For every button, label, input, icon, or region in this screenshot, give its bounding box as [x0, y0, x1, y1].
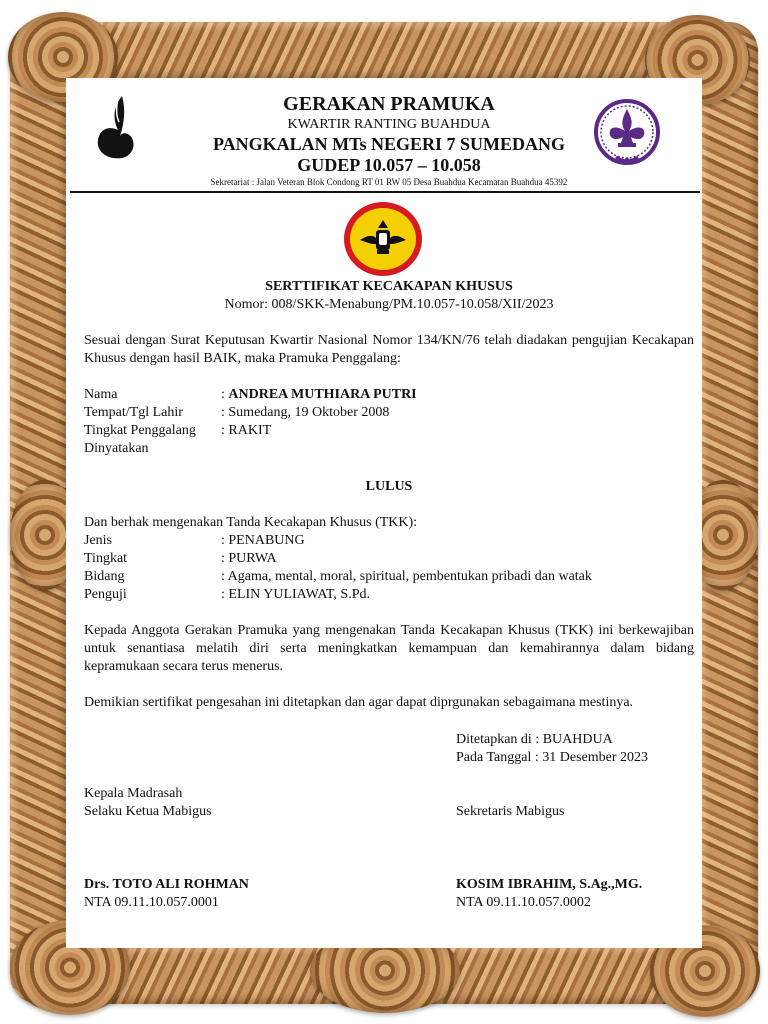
tkk-row-penguji [84, 586, 694, 604]
closing-paragraph: Demikian sertifikat pengesahan ini ditetapkan dan agar dapat diprgunakan sebagaimana mestinya. [84, 695, 634, 710]
sekretariat-address: Sekretariat : Jalan Veteran Blok Condong RT 01 RW 05 Desa Buahdua Kecamatan Buahdua 45392 [210, 177, 568, 187]
ditetapkan-di: Ditetapkan di : BUAHDUA [456, 732, 613, 747]
left-signer-nta: NTA 09.11.10.057.0001 [84, 895, 219, 910]
pangkalan-name: PANGKALAN MTs NEGERI 7 SUMEDANG [212, 134, 566, 154]
tkk-row-tingkat [84, 550, 694, 568]
gudep-number: GUDEP 10.057 – 10.058 [297, 155, 481, 175]
jenis-value: : PENABUNG [221, 533, 305, 548]
tingkat-value: : PURWA [221, 551, 277, 566]
obligation-paragraph: Kepada Anggota Gerakan Pramuka yang mengenakan Tanda Kecakapan Khusus (TKK) ini berkewajiban untuk senantiasa melatih diri serta meningkatkan kemampuan dan kemahirannya dalam bidang kepramukaan secara terus menerus. [84, 623, 694, 674]
pada-tanggal: Pada Tanggal : 31 Desember 2023 [456, 750, 648, 765]
kwartir-name: KWARTIR RANTING BUAHDUA [287, 117, 491, 132]
left-signer-title-1: Kepala Madrasah [84, 786, 183, 801]
penguji-value: : ELIN YULIAWAT, S.Pd. [221, 587, 370, 602]
identity-name-row [84, 386, 694, 404]
jenis-label: Jenis [84, 533, 112, 548]
ttl-value: : Sumedang, 19 Oktober 2008 [221, 405, 390, 420]
name-colon: : [221, 387, 229, 402]
left-signer-name: Drs. TOTO ALI ROHMAN [84, 877, 249, 892]
bidang-value: : Agama, mental, moral, spiritual, pembentukan pribadi dan watak [221, 569, 592, 584]
ttl-label: Tempat/Tgl Lahir [84, 405, 183, 420]
certificate-number: Nomor: 008/SKK-Menabung/PM.10.057-10.058/XII/2023 [224, 297, 554, 312]
tunas-kelapa-icon [92, 92, 142, 164]
left-signer-title-2: Selaku Ketua Mabigus [84, 804, 212, 819]
identity-ttl-row [84, 404, 694, 422]
tingkat-label: Tingkat [84, 551, 128, 566]
tingkat-penggalang-value: : RAKIT [221, 423, 272, 438]
penguji-label: Penguji [84, 587, 127, 602]
right-signer-name: KOSIM IBRAHIM, S.Ag.,MG. [456, 877, 643, 892]
rope-top [20, 22, 748, 80]
name-value [221, 386, 417, 404]
right-signer-nta: NTA 09.11.10.057.0002 [456, 895, 591, 910]
org-title: GERAKAN PRAMUKA [283, 93, 495, 115]
bidang-label: Bidang [84, 569, 125, 584]
dinyatakan-text: Dinyatakan [84, 441, 149, 456]
certificate-heading: SERTTIFIKAT KECAKAPAN KHUSUS [265, 279, 513, 294]
tingkat-penggalang-label: Tingkat Penggalang [84, 423, 196, 438]
tkk-row-jenis [84, 532, 694, 550]
name-label: Nama [84, 387, 118, 402]
intro-paragraph: Sesuai dengan Surat Keputusan Kwartir Nasional Nomor 134/KN/76 telah diadakan pengujian Kecakapan Khusus dengan hasil BAIK, maka Pramuka Penggalang: [84, 333, 694, 366]
tkk-intro: Dan berhak mengenakan Tanda Kecakapan Khusus (TKK): [84, 515, 418, 530]
kwartir-emblem-icon [342, 200, 424, 278]
student-name: ANDREA MUTHIARA PUTRI [228, 387, 417, 402]
result-lulus: LULUS [365, 479, 413, 494]
tkk-row-bidang [84, 568, 694, 586]
identity-tingkat-row [84, 422, 694, 440]
header-divider-thick [70, 191, 700, 193]
right-signer-title: Sekretaris Mabigus [456, 804, 565, 819]
